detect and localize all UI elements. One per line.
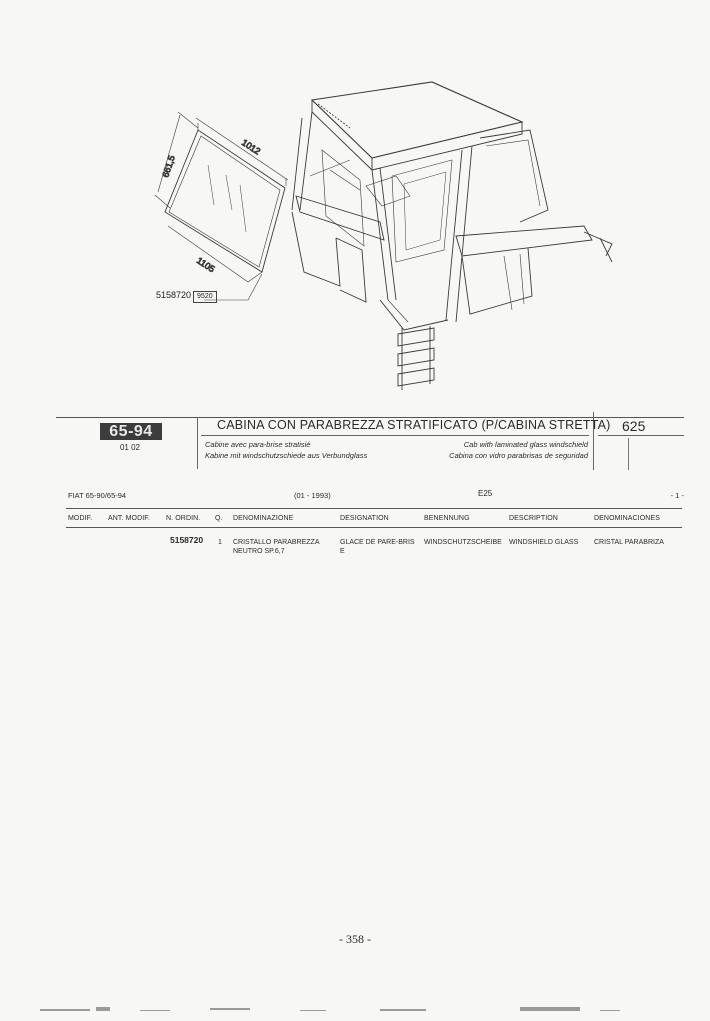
- dim-diagonal: 1105: [194, 255, 217, 275]
- col-header-ordin: N. ORDIN.: [166, 515, 201, 522]
- header-code-rule: [598, 435, 684, 436]
- row-denominazione: [233, 538, 319, 556]
- dimension-lines: [155, 112, 288, 300]
- row-designation: [340, 538, 415, 556]
- section-title: CABINA CON PARABREZZA STRATIFICATO (P/CABINA STRETTA): [217, 418, 611, 432]
- dim-width: 1012: [239, 137, 263, 157]
- row-denominaciones: CRISTAL PARABRIZA: [594, 539, 664, 546]
- windshield-glass-panel: [165, 130, 285, 275]
- catalogue-code: E25: [478, 489, 493, 498]
- callout-box-code: 9520: [193, 291, 217, 303]
- model-badge: 65-94: [100, 423, 162, 440]
- cab-drawing: [0, 0, 710, 410]
- catalogue-date: (01 - 1993): [294, 491, 331, 500]
- row-designation-line2: E: [340, 548, 345, 555]
- row-designation-line1: GLACE DE PARE-BRIS: [340, 539, 415, 546]
- subtitle-en: Cab with laminated glass windschield: [463, 440, 588, 449]
- header-divider-left: [197, 417, 198, 469]
- subtitle-de: Kabine mit windschutzschiede aus Verbundglass: [205, 451, 368, 460]
- row-description: WINDSHIELD GLASS: [509, 539, 579, 546]
- header-title-rule: [201, 435, 589, 436]
- cab-steps: [398, 326, 434, 390]
- callout-part-number: 5158720: [156, 290, 192, 300]
- table-code: 625: [622, 418, 646, 434]
- col-header-denominaciones: DENOMINACIONES: [594, 515, 660, 522]
- catalogue-model: FIAT 65-90/65-94: [68, 491, 127, 500]
- col-header-designation: DESIGNATION: [340, 515, 389, 522]
- table-rule-top: [66, 508, 682, 509]
- col-header-modif: MODIF.: [68, 515, 93, 522]
- col-header-qty: Q.: [215, 515, 223, 522]
- row-part-number: 5158720: [170, 535, 204, 545]
- row-qty: 1: [218, 539, 222, 546]
- table-rule-header: [66, 527, 682, 528]
- page-number: - 358 -: [339, 932, 371, 946]
- header-code-tick: [628, 438, 629, 470]
- row-denominazione-line1: CRISTALLO PARABREZZA: [233, 539, 320, 546]
- col-header-ant-modif: ANT. MODIF.: [108, 515, 150, 522]
- catalogue-page: - 1 -: [670, 491, 684, 500]
- row-benennung: WINDSCHUTZSCHEIBE: [424, 539, 502, 546]
- col-header-description: DESCRIPTION: [509, 515, 558, 522]
- tractor-cab-illustration: [292, 82, 612, 390]
- subtitle-es: Cabina con vidro parabrisas de seguridad: [449, 451, 588, 460]
- dim-height: 661,5: [160, 154, 177, 179]
- model-date: 01 02: [119, 443, 141, 452]
- col-header-denominazione: DENOMINAZIONE: [233, 515, 294, 522]
- part-callout: [156, 290, 217, 303]
- col-header-benennung: BENENNUNG: [424, 515, 470, 522]
- scan-noise-strip: [0, 1005, 710, 1021]
- row-denominazione-line2: NEUTRO SP.6,7: [233, 548, 285, 555]
- subtitle-fr: Cabine avec para-brise stratisié: [205, 440, 311, 449]
